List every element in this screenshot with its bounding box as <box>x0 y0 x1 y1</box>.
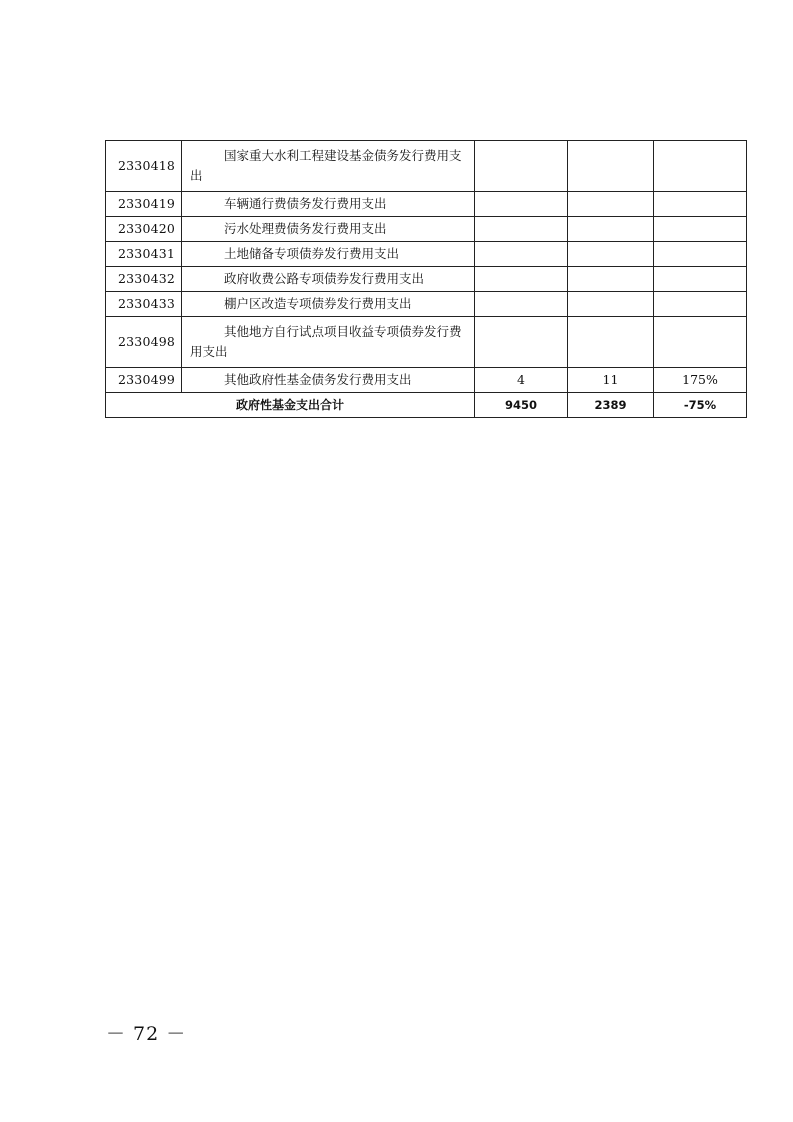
row-code: 2330499 <box>106 368 182 393</box>
table-row <box>106 217 747 242</box>
row-code: 2330420 <box>106 217 182 242</box>
row-value-3 <box>654 192 747 217</box>
table-row <box>106 317 747 368</box>
row-code: 2330498 <box>106 317 182 368</box>
row-name-text: 棚户区改造专项债券发行费用支出 <box>224 296 412 311</box>
row-value-1 <box>475 217 568 242</box>
row-value-3 <box>654 292 747 317</box>
row-name <box>182 317 475 368</box>
row-value-2 <box>568 217 654 242</box>
row-code: 2330418 <box>106 141 182 192</box>
row-value-1 <box>475 292 568 317</box>
row-value-3 <box>654 141 747 192</box>
row-name <box>182 267 475 292</box>
row-value-3: 175% <box>654 368 747 393</box>
row-value-1 <box>475 242 568 267</box>
row-name-text: 政府收费公路专项债券发行费用支出 <box>224 271 425 286</box>
row-name-text: 其他政府性基金债务发行费用支出 <box>224 372 412 387</box>
row-value-3 <box>654 267 747 292</box>
row-code: 2330432 <box>106 267 182 292</box>
page-number: － 72 － <box>106 1023 187 1045</box>
row-value-3 <box>654 217 747 242</box>
row-value-3 <box>654 242 747 267</box>
row-value-2 <box>568 317 654 368</box>
table-row <box>106 192 747 217</box>
row-value-2 <box>568 141 654 192</box>
row-value-2 <box>568 292 654 317</box>
row-code: 2330431 <box>106 242 182 267</box>
row-name <box>182 292 475 317</box>
table-row <box>106 141 747 192</box>
row-name <box>182 217 475 242</box>
row-value-1 <box>475 267 568 292</box>
row-value-1 <box>475 192 568 217</box>
table-row <box>106 267 747 292</box>
total-value-1: 9450 <box>475 393 568 418</box>
row-value-2 <box>568 267 654 292</box>
row-value-1 <box>475 317 568 368</box>
table-row <box>106 368 747 393</box>
row-value-2: 11 <box>568 368 654 393</box>
total-row <box>106 393 747 418</box>
table-row <box>106 292 747 317</box>
row-name <box>182 368 475 393</box>
row-value-2 <box>568 192 654 217</box>
budget-table <box>105 140 747 418</box>
row-code: 2330419 <box>106 192 182 217</box>
row-code: 2330433 <box>106 292 182 317</box>
row-name-text: 污水处理费债务发行费用支出 <box>224 221 387 236</box>
row-name <box>182 141 475 192</box>
row-value-3 <box>654 317 747 368</box>
row-value-2 <box>568 242 654 267</box>
total-value-3: -75% <box>654 393 747 418</box>
row-value-1: 4 <box>475 368 568 393</box>
row-name-text: 车辆通行费债务发行费用支出 <box>224 196 387 211</box>
total-value-2: 2389 <box>568 393 654 418</box>
row-name <box>182 192 475 217</box>
row-name <box>182 242 475 267</box>
row-value-1 <box>475 141 568 192</box>
row-name-text: 其他地方自行试点项目收益专项债券发行费用支出 <box>190 324 462 359</box>
table-row <box>106 242 747 267</box>
row-name-text: 土地储备专项债券发行费用支出 <box>224 246 400 261</box>
total-label: 政府性基金支出合计 <box>106 393 475 418</box>
row-name-text: 国家重大水利工程建设基金债务发行费用支出 <box>190 148 462 183</box>
